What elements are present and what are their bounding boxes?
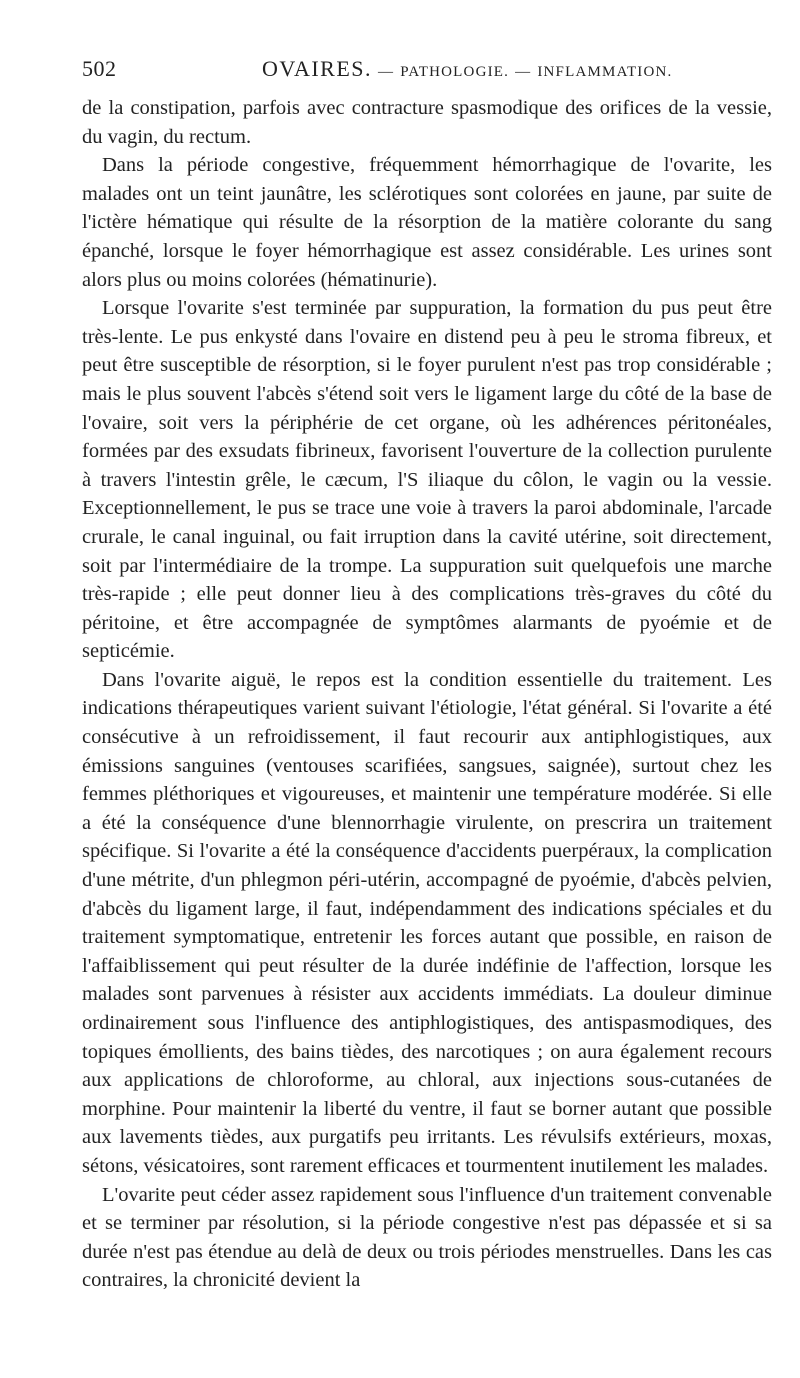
body-text (82, 94, 772, 1295)
running-title-subsection: PATHOLOGIE. (400, 64, 510, 80)
running-title-sep-1: — (378, 64, 395, 80)
paragraph-resolution: L'ovarite peut céder assez rapidement sous l'influence d'un traitement convenable et se terminer par résolution, si la période congestive n'est pas dépassée et si sa durée n'est pas étendue au delà de deux ou trois périodes menstruelles. Dans les cas contraires, la chronicité devient la (82, 1183, 772, 1292)
paragraph-treatment: Dans l'ovarite aiguë, le repos est la condition essentielle du traitement. Les indications thérapeutiques varient suivant l'étiologie, l'état général. Si l'ovarite a été consécutive à un refroidissement, il faut recourir aux antiphlogistiques, aux émissions sanguines (ventouses scarifiées, sangsues, saignée), surtout chez les femmes pléthoriques et vigoureuses, et maintenir une température modérée. Si elle a été la conséquence d'une blennorrhagie virulente, on prescrira un traitement spécifique. Si l'ovarite a été la conséquence d'accidents puerpéraux, la complication d'une métrite, d'un phlegmon péri-utérin, accompagné de pyoémie, d'abcès pelvien, d'abcès du ligament large, il faut, indépendamment des indications spéciales et du traitement symptomatique, entretenir les forces autant que possible, en raison de l'affaiblissement qui peut résulter de la durée indéfinie de l'affection, lorsque les malades sont parvenues à résister aux accidents immédiats. La douleur diminue ordinairement sous l'influence des antiphlogistiques, des antispasmodiques, des topiques émollients, des bains tièdes, des narcotiques ; on aura également recours aux applications de chloroforme, au chloral, aux injections sous-cutanées de morphine. Pour maintenir la liberté du ventre, il faut se borner autant que possible aux lavements tièdes, aux purgatifs peu irritants. Les révulsifs extérieurs, moxas, sétons, vésicatoires, sont rarement efficaces et tourmentent inutilement les malades. (82, 668, 772, 1177)
paragraph-suppuration: Lorsque l'ovarite s'est terminée par suppuration, la formation du pus peut être très-lente. Le pus enkysté dans l'ovaire en distend peu à peu le stroma fibreux, et peut être susceptible de résorption, si le foyer purulent n'est pas trop considérable ; mais le plus souvent l'abcès s'étend soit vers le ligament large du côté de la base de l'ovaire, soit vers la périphérie de cet organe, où les adhérences péritonéales, formées par des exsudats fibrineux, favorisent l'ouverture de la collection purulente à travers l'intestin grêle, le cæcum, l'S iliaque du côlon, le vagin ou la vessie. Exceptionnellement, le pus se trace une voie à travers la paroi abdominale, l'arcade crurale, le canal inguinal, ou fait irruption dans la cavité utérine, soit directement, soit par l'intermédiaire de la trompe. La suppuration suit quelquefois une marche très-rapide ; elle peut donner lieu à des complications très-graves du côté du péritoine, et être accompagnée de symptômes alarmants de pyoémie et de septicémie. (82, 297, 772, 663)
running-title-sep-2: — (515, 64, 532, 80)
running-title-section: OVAIRES. (262, 56, 373, 81)
paragraph-congestive-period: Dans la période congestive, fréquemment hémorrhagique de l'ovarite, les malades ont un teint jaunâtre, les sclérotiques sont colorées en jaune, par suite de l'ictère hématique qui résulte de la résorption de la matière colorante du sang épanché, lorsque le foyer hémorrhagique est assez considérable. Les urines sont alors plus ou moins colorées (hématinurie). (82, 154, 772, 291)
running-header (82, 56, 772, 86)
running-title-topic: INFLAMMATION. (537, 64, 673, 80)
running-title (262, 56, 673, 82)
paragraph-continuation: de la constipation, parfois avec contracture spasmodique des orifices de la vessie, du vagin, du rectum. (82, 97, 772, 148)
page-number: 502 (82, 56, 117, 81)
